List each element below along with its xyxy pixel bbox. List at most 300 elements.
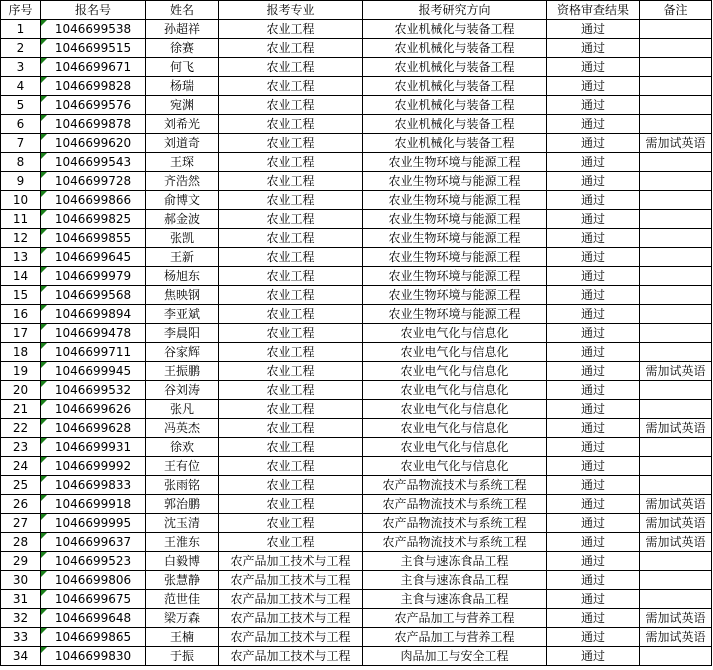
cell-index[interactable]: 24	[1, 457, 41, 476]
cell-remark[interactable]	[640, 400, 712, 419]
cell-name[interactable]: 李晨阳	[146, 324, 219, 343]
number-stored-as-text-indicator-icon	[41, 267, 47, 273]
cell-remark[interactable]	[640, 381, 712, 400]
table-row	[1, 191, 712, 210]
cell-review-result[interactable]: 通过	[547, 495, 640, 514]
cell-name[interactable]: 沈玉清	[146, 514, 219, 533]
cell-index[interactable]: 34	[1, 647, 41, 666]
cell-major[interactable]: 农产品加工技术与工程	[219, 609, 363, 628]
cell-review-result[interactable]: 通过	[547, 476, 640, 495]
cell-name[interactable]: 王有位	[146, 457, 219, 476]
cell-review-result[interactable]: 通过	[547, 628, 640, 647]
cell-research-direction[interactable]: 主食与速冻食品工程	[363, 571, 547, 590]
cell-remark[interactable]	[640, 20, 712, 39]
cell-major[interactable]: 农业工程	[219, 514, 363, 533]
cell-name[interactable]: 杨瑞	[146, 77, 219, 96]
cell-review-result[interactable]: 通过	[547, 77, 640, 96]
cell-index[interactable]: 4	[1, 77, 41, 96]
cell-registration-number[interactable]	[41, 571, 146, 590]
cell-remark[interactable]	[640, 248, 712, 267]
cell-review-result[interactable]: 通过	[547, 134, 640, 153]
cell-major[interactable]: 农业工程	[219, 343, 363, 362]
cell-index[interactable]: 6	[1, 115, 41, 134]
cell-research-direction[interactable]: 农业电气化与信息化	[363, 457, 547, 476]
number-stored-as-text-indicator-icon	[41, 191, 47, 197]
table-row	[1, 609, 712, 628]
cell-name[interactable]: 王楠	[146, 628, 219, 647]
cell-registration-number[interactable]	[41, 476, 146, 495]
number-stored-as-text-indicator-icon	[41, 305, 47, 311]
cell-major[interactable]: 农业工程	[219, 438, 363, 457]
cell-registration-number[interactable]	[41, 514, 146, 533]
cell-registration-number[interactable]	[41, 590, 146, 609]
cell-registration-number[interactable]	[41, 647, 146, 666]
cell-index[interactable]: 15	[1, 286, 41, 305]
cell-major[interactable]: 农业工程	[219, 20, 363, 39]
cell-registration-number[interactable]	[41, 191, 146, 210]
number-stored-as-text-indicator-icon	[41, 552, 47, 558]
cell-review-result[interactable]: 通过	[547, 96, 640, 115]
cell-index[interactable]: 28	[1, 533, 41, 552]
cell-index[interactable]: 26	[1, 495, 41, 514]
cell-research-direction[interactable]: 农业电气化与信息化	[363, 324, 547, 343]
cell-review-result[interactable]: 通过	[547, 609, 640, 628]
cell-review-result[interactable]: 通过	[547, 647, 640, 666]
cell-remark[interactable]	[640, 39, 712, 58]
cell-index[interactable]: 29	[1, 552, 41, 571]
number-stored-as-text-indicator-icon	[41, 495, 47, 501]
cell-name[interactable]: 何飞	[146, 58, 219, 77]
cell-registration-number[interactable]	[41, 267, 146, 286]
registration-number-text: 1046699626	[54, 402, 132, 416]
cell-registration-number[interactable]	[41, 286, 146, 305]
cell-index[interactable]: 32	[1, 609, 41, 628]
registration-number-text: 1046699865	[54, 630, 132, 644]
cell-registration-number[interactable]	[41, 115, 146, 134]
number-stored-as-text-indicator-icon	[41, 324, 47, 330]
cell-major[interactable]: 农产品加工技术与工程	[219, 647, 363, 666]
cell-remark[interactable]	[640, 77, 712, 96]
cell-review-result[interactable]: 通过	[547, 58, 640, 77]
header-remark[interactable]: 备注	[640, 1, 712, 20]
cell-remark[interactable]	[640, 647, 712, 666]
cell-research-direction[interactable]: 农业电气化与信息化	[363, 419, 547, 438]
cell-review-result[interactable]: 通过	[547, 438, 640, 457]
cell-major[interactable]: 农产品加工技术与工程	[219, 552, 363, 571]
cell-remark[interactable]	[640, 229, 712, 248]
cell-registration-number[interactable]	[41, 400, 146, 419]
cell-major[interactable]: 农业工程	[219, 210, 363, 229]
cell-research-direction[interactable]: 农业机械化与装备工程	[363, 96, 547, 115]
cell-remark[interactable]: 需加试英语	[640, 628, 712, 647]
cell-index[interactable]: 23	[1, 438, 41, 457]
cell-remark[interactable]	[640, 153, 712, 172]
cell-index[interactable]: 10	[1, 191, 41, 210]
cell-review-result[interactable]: 通过	[547, 533, 640, 552]
cell-review-result[interactable]: 通过	[547, 229, 640, 248]
cell-remark[interactable]	[640, 552, 712, 571]
cell-registration-number[interactable]	[41, 172, 146, 191]
cell-index[interactable]: 22	[1, 419, 41, 438]
cell-index[interactable]: 8	[1, 153, 41, 172]
cell-research-direction[interactable]: 主食与速冻食品工程	[363, 552, 547, 571]
cell-major[interactable]: 农业工程	[219, 533, 363, 552]
number-stored-as-text-indicator-icon	[41, 39, 47, 45]
cell-review-result[interactable]: 通过	[547, 343, 640, 362]
cell-registration-number[interactable]	[41, 20, 146, 39]
cell-registration-number[interactable]	[41, 381, 146, 400]
cell-research-direction[interactable]: 农业机械化与装备工程	[363, 39, 547, 58]
cell-name[interactable]: 徐赛	[146, 39, 219, 58]
cell-review-result[interactable]: 通过	[547, 248, 640, 267]
cell-remark[interactable]: 需加试英语	[640, 514, 712, 533]
cell-name[interactable]: 王新	[146, 248, 219, 267]
table-row	[1, 305, 712, 324]
header-registration-number[interactable]: 报名号	[41, 1, 146, 20]
cell-review-result[interactable]: 通过	[547, 267, 640, 286]
cell-name[interactable]: 谷刘涛	[146, 381, 219, 400]
number-stored-as-text-indicator-icon	[41, 628, 47, 634]
cell-research-direction[interactable]: 农业电气化与信息化	[363, 438, 547, 457]
cell-index[interactable]: 9	[1, 172, 41, 191]
registration-number-text: 1046699637	[54, 535, 132, 549]
cell-name[interactable]: 于振	[146, 647, 219, 666]
cell-major[interactable]: 农业工程	[219, 381, 363, 400]
cell-name[interactable]: 张雨铭	[146, 476, 219, 495]
cell-registration-number[interactable]	[41, 210, 146, 229]
cell-registration-number[interactable]	[41, 533, 146, 552]
cell-registration-number[interactable]	[41, 248, 146, 267]
cell-research-direction[interactable]: 肉品加工与安全工程	[363, 647, 547, 666]
cell-index[interactable]: 13	[1, 248, 41, 267]
cell-registration-number[interactable]	[41, 58, 146, 77]
header-review-result[interactable]: 资格审查结果	[547, 1, 640, 20]
number-stored-as-text-indicator-icon	[41, 476, 47, 482]
table-row	[1, 514, 712, 533]
cell-remark[interactable]	[640, 305, 712, 324]
cell-name[interactable]: 焦映钢	[146, 286, 219, 305]
table-row	[1, 343, 712, 362]
cell-major[interactable]: 农业工程	[219, 495, 363, 514]
header-research-direction[interactable]: 报考研究方向	[363, 1, 547, 20]
table-row	[1, 438, 712, 457]
cell-index[interactable]: 18	[1, 343, 41, 362]
cell-index[interactable]: 2	[1, 39, 41, 58]
cell-major[interactable]: 农业工程	[219, 400, 363, 419]
cell-name[interactable]: 李亚斌	[146, 305, 219, 324]
registration-number-text: 1046699866	[54, 193, 132, 207]
cell-registration-number[interactable]	[41, 134, 146, 153]
cell-name[interactable]: 张凯	[146, 229, 219, 248]
cell-review-result[interactable]: 通过	[547, 305, 640, 324]
registration-number-text: 1046699532	[54, 383, 132, 397]
cell-index[interactable]: 1	[1, 20, 41, 39]
cell-research-direction[interactable]: 农业生物环境与能源工程	[363, 267, 547, 286]
cell-major[interactable]: 农业工程	[219, 134, 363, 153]
cell-major[interactable]: 农业工程	[219, 286, 363, 305]
registration-number-text: 1046699825	[54, 212, 132, 226]
cell-research-direction[interactable]: 农业电气化与信息化	[363, 381, 547, 400]
cell-remark[interactable]	[640, 286, 712, 305]
cell-name[interactable]: 张慧静	[146, 571, 219, 590]
cell-major[interactable]: 农产品加工技术与工程	[219, 628, 363, 647]
cell-registration-number[interactable]	[41, 324, 146, 343]
cell-review-result[interactable]: 通过	[547, 590, 640, 609]
cell-index[interactable]: 14	[1, 267, 41, 286]
number-stored-as-text-indicator-icon	[41, 400, 47, 406]
cell-research-direction[interactable]: 农业机械化与装备工程	[363, 20, 547, 39]
cell-research-direction[interactable]: 农业生物环境与能源工程	[363, 305, 547, 324]
cell-name[interactable]: 冯英杰	[146, 419, 219, 438]
cell-registration-number[interactable]	[41, 457, 146, 476]
cell-index[interactable]: 25	[1, 476, 41, 495]
cell-remark[interactable]	[640, 476, 712, 495]
cell-name[interactable]: 刘希光	[146, 115, 219, 134]
cell-registration-number[interactable]	[41, 438, 146, 457]
cell-index[interactable]: 5	[1, 96, 41, 115]
table-row	[1, 172, 712, 191]
cell-remark[interactable]	[640, 210, 712, 229]
cell-major[interactable]: 农业工程	[219, 248, 363, 267]
cell-research-direction[interactable]: 农业电气化与信息化	[363, 400, 547, 419]
cell-major[interactable]: 农业工程	[219, 77, 363, 96]
cell-remark[interactable]: 需加试英语	[640, 134, 712, 153]
cell-research-direction[interactable]: 农产品物流技术与系统工程	[363, 476, 547, 495]
cell-name[interactable]: 刘道奇	[146, 134, 219, 153]
cell-name[interactable]: 王琛	[146, 153, 219, 172]
cell-remark[interactable]	[640, 343, 712, 362]
cell-name[interactable]: 齐浩然	[146, 172, 219, 191]
cell-research-direction[interactable]: 主食与速冻食品工程	[363, 590, 547, 609]
cell-index[interactable]: 12	[1, 229, 41, 248]
cell-registration-number[interactable]	[41, 495, 146, 514]
cell-research-direction[interactable]: 农业生物环境与能源工程	[363, 191, 547, 210]
cell-registration-number[interactable]	[41, 609, 146, 628]
cell-index[interactable]: 30	[1, 571, 41, 590]
number-stored-as-text-indicator-icon	[41, 77, 47, 83]
cell-index[interactable]: 31	[1, 590, 41, 609]
cell-name[interactable]: 杨旭东	[146, 267, 219, 286]
header-index[interactable]: 序号	[1, 1, 41, 20]
number-stored-as-text-indicator-icon	[41, 58, 47, 64]
table-row	[1, 647, 712, 666]
cell-name[interactable]: 白毅博	[146, 552, 219, 571]
cell-major[interactable]: 农业工程	[219, 96, 363, 115]
cell-major[interactable]: 农业工程	[219, 305, 363, 324]
number-stored-as-text-indicator-icon	[41, 134, 47, 140]
cell-review-result[interactable]: 通过	[547, 457, 640, 476]
table-row	[1, 476, 712, 495]
table-row	[1, 58, 712, 77]
cell-name[interactable]: 孙超祥	[146, 20, 219, 39]
table-row	[1, 134, 712, 153]
cell-name[interactable]: 郝金波	[146, 210, 219, 229]
cell-remark[interactable]	[640, 457, 712, 476]
cell-name[interactable]: 俞博文	[146, 191, 219, 210]
cell-major[interactable]: 农业工程	[219, 419, 363, 438]
cell-research-direction[interactable]: 农产品加工与营养工程	[363, 609, 547, 628]
cell-remark[interactable]	[640, 438, 712, 457]
cell-review-result[interactable]: 通过	[547, 362, 640, 381]
registration-number-text: 1046699894	[54, 307, 132, 321]
cell-major[interactable]: 农产品加工技术与工程	[219, 571, 363, 590]
cell-review-result[interactable]: 通过	[547, 571, 640, 590]
cell-review-result[interactable]: 通过	[547, 20, 640, 39]
cell-research-direction[interactable]: 农业生物环境与能源工程	[363, 153, 547, 172]
table-row	[1, 419, 712, 438]
cell-review-result[interactable]: 通过	[547, 552, 640, 571]
cell-name[interactable]: 徐欢	[146, 438, 219, 457]
cell-research-direction[interactable]: 农业电气化与信息化	[363, 343, 547, 362]
table-row	[1, 39, 712, 58]
cell-review-result[interactable]: 通过	[547, 191, 640, 210]
cell-review-result[interactable]: 通过	[547, 172, 640, 191]
registration-number-text: 1046699878	[54, 117, 132, 131]
number-stored-as-text-indicator-icon	[41, 210, 47, 216]
cell-major[interactable]: 农业工程	[219, 191, 363, 210]
cell-remark[interactable]	[640, 267, 712, 286]
cell-major[interactable]: 农业工程	[219, 457, 363, 476]
cell-major[interactable]: 农业工程	[219, 324, 363, 343]
cell-registration-number[interactable]	[41, 39, 146, 58]
cell-registration-number[interactable]	[41, 552, 146, 571]
cell-index[interactable]: 7	[1, 134, 41, 153]
cell-remark[interactable]	[640, 96, 712, 115]
cell-research-direction[interactable]: 农业机械化与装备工程	[363, 58, 547, 77]
cell-major[interactable]: 农业工程	[219, 39, 363, 58]
cell-research-direction[interactable]: 农产品加工与营养工程	[363, 628, 547, 647]
cell-major[interactable]: 农业工程	[219, 172, 363, 191]
cell-major[interactable]: 农业工程	[219, 58, 363, 77]
number-stored-as-text-indicator-icon	[41, 438, 47, 444]
table-row	[1, 248, 712, 267]
registration-number-text: 1046699478	[54, 326, 132, 340]
table-row	[1, 571, 712, 590]
cell-review-result[interactable]: 通过	[547, 286, 640, 305]
cell-review-result[interactable]: 通过	[547, 514, 640, 533]
registration-number-text: 1046699515	[54, 41, 132, 55]
header-major[interactable]: 报考专业	[219, 1, 363, 20]
registration-number-text: 1046699992	[54, 459, 132, 473]
cell-registration-number[interactable]	[41, 628, 146, 647]
cell-review-result[interactable]: 通过	[547, 324, 640, 343]
cell-research-direction[interactable]: 农业生物环境与能源工程	[363, 248, 547, 267]
cell-review-result[interactable]: 通过	[547, 39, 640, 58]
cell-name[interactable]: 郭治鹏	[146, 495, 219, 514]
cell-name[interactable]: 宛渊	[146, 96, 219, 115]
cell-research-direction[interactable]: 农业生物环境与能源工程	[363, 210, 547, 229]
cell-remark[interactable]	[640, 571, 712, 590]
cell-name[interactable]: 谷家辉	[146, 343, 219, 362]
cell-review-result[interactable]: 通过	[547, 400, 640, 419]
cell-research-direction[interactable]: 农业电气化与信息化	[363, 362, 547, 381]
cell-index[interactable]: 27	[1, 514, 41, 533]
cell-review-result[interactable]: 通过	[547, 381, 640, 400]
cell-remark[interactable]: 需加试英语	[640, 609, 712, 628]
table-row	[1, 286, 712, 305]
header-name[interactable]: 姓名	[146, 1, 219, 20]
cell-name[interactable]: 梁万森	[146, 609, 219, 628]
cell-research-direction[interactable]: 农业生物环境与能源工程	[363, 172, 547, 191]
cell-registration-number[interactable]	[41, 419, 146, 438]
cell-major[interactable]: 农业工程	[219, 267, 363, 286]
table-row	[1, 381, 712, 400]
table-row	[1, 533, 712, 552]
cell-research-direction[interactable]: 农产品物流技术与系统工程	[363, 495, 547, 514]
cell-research-direction[interactable]: 农业生物环境与能源工程	[363, 286, 547, 305]
cell-research-direction[interactable]: 农业机械化与装备工程	[363, 134, 547, 153]
cell-index[interactable]: 20	[1, 381, 41, 400]
number-stored-as-text-indicator-icon	[41, 248, 47, 254]
cell-remark[interactable]: 需加试英语	[640, 362, 712, 381]
number-stored-as-text-indicator-icon	[41, 609, 47, 615]
cell-index[interactable]: 19	[1, 362, 41, 381]
registration-number-text: 1046699711	[54, 345, 132, 359]
cell-registration-number[interactable]	[41, 96, 146, 115]
cell-research-direction[interactable]: 农产品物流技术与系统工程	[363, 514, 547, 533]
table-row	[1, 552, 712, 571]
cell-review-result[interactable]: 通过	[547, 419, 640, 438]
cell-remark[interactable]	[640, 172, 712, 191]
cell-major[interactable]: 农产品加工技术与工程	[219, 590, 363, 609]
cell-review-result[interactable]: 通过	[547, 115, 640, 134]
cell-remark[interactable]	[640, 324, 712, 343]
cell-index[interactable]: 3	[1, 58, 41, 77]
cell-review-result[interactable]: 通过	[547, 153, 640, 172]
cell-index[interactable]: 11	[1, 210, 41, 229]
cell-review-result[interactable]: 通过	[547, 210, 640, 229]
cell-research-direction[interactable]: 农业机械化与装备工程	[363, 115, 547, 134]
cell-remark[interactable]: 需加试英语	[640, 419, 712, 438]
cell-major[interactable]: 农业工程	[219, 362, 363, 381]
cell-registration-number[interactable]	[41, 305, 146, 324]
cell-registration-number[interactable]	[41, 153, 146, 172]
cell-index[interactable]: 33	[1, 628, 41, 647]
cell-registration-number[interactable]	[41, 343, 146, 362]
cell-remark[interactable]	[640, 115, 712, 134]
cell-remark[interactable]: 需加试英语	[640, 533, 712, 552]
cell-research-direction[interactable]: 农业生物环境与能源工程	[363, 229, 547, 248]
cell-research-direction[interactable]: 农业机械化与装备工程	[363, 77, 547, 96]
cell-major[interactable]: 农业工程	[219, 476, 363, 495]
registration-number-text: 1046699523	[54, 554, 132, 568]
cell-major[interactable]: 农业工程	[219, 115, 363, 134]
cell-name[interactable]: 王振鹏	[146, 362, 219, 381]
registration-number-text: 1046699538	[54, 22, 132, 36]
table-row	[1, 153, 712, 172]
cell-name[interactable]: 张凡	[146, 400, 219, 419]
cell-index[interactable]: 17	[1, 324, 41, 343]
cell-index[interactable]: 16	[1, 305, 41, 324]
cell-remark[interactable]	[640, 58, 712, 77]
number-stored-as-text-indicator-icon	[41, 514, 47, 520]
cell-research-direction[interactable]: 农产品物流技术与系统工程	[363, 533, 547, 552]
cell-major[interactable]: 农业工程	[219, 229, 363, 248]
cell-name[interactable]: 范世佳	[146, 590, 219, 609]
cell-registration-number[interactable]	[41, 77, 146, 96]
cell-registration-number[interactable]	[41, 362, 146, 381]
cell-index[interactable]: 21	[1, 400, 41, 419]
cell-name[interactable]: 王淮东	[146, 533, 219, 552]
registration-number-text: 1046699576	[54, 98, 132, 112]
cell-major[interactable]: 农业工程	[219, 153, 363, 172]
cell-remark[interactable]: 需加试英语	[640, 495, 712, 514]
number-stored-as-text-indicator-icon	[41, 590, 47, 596]
cell-remark[interactable]	[640, 191, 712, 210]
cell-remark[interactable]	[640, 590, 712, 609]
table-row	[1, 77, 712, 96]
cell-registration-number[interactable]	[41, 229, 146, 248]
